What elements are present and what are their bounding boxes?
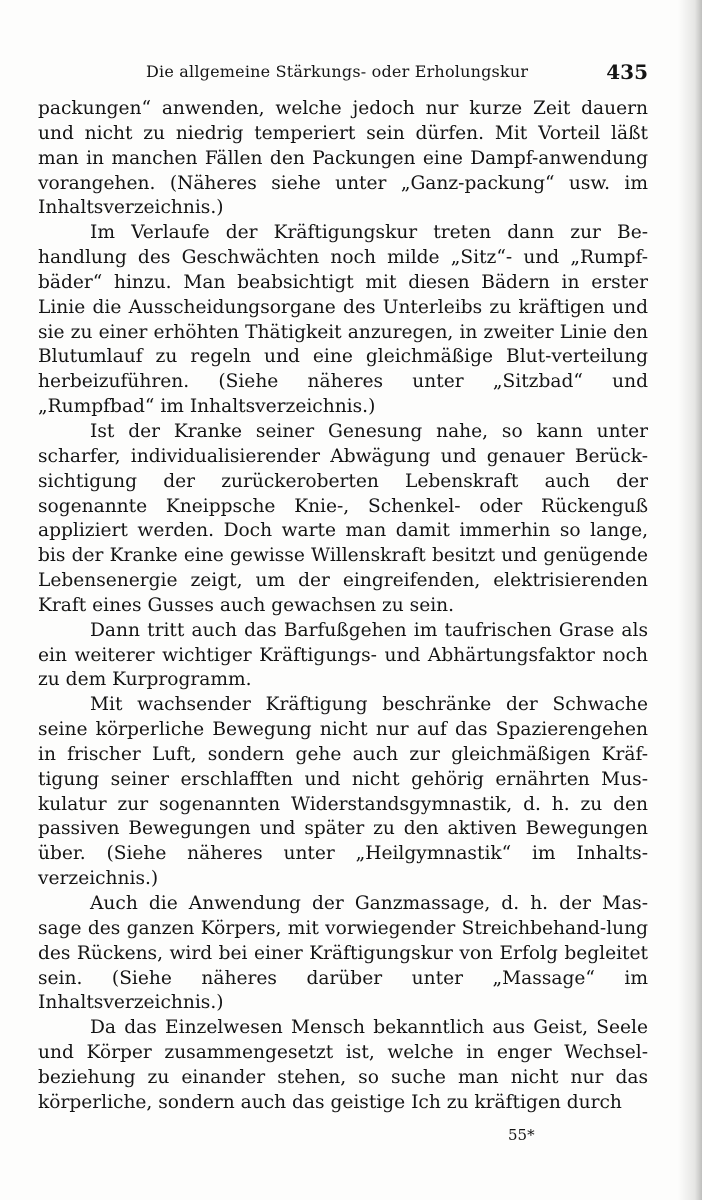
page-edge-shadow — [678, 0, 702, 1200]
paragraph: Im Verlaufe der Kräftigungskur treten dann zur Be-handlung des Geschwächten noch milde „Sitz“- und „Rumpf-bäder“ hinzu. Man beabsichtigt mit diesen Bädern in erster Linie die Ausscheidungsorgane des Unterleibs zu kräftigen und sie zu einer erhöhten Thätigkeit anzuregen, in zweiter Linie den Blutumlauf zu regeln und eine gleichmäßige Blut-verteilung herbeizuführen. (Siehe näheres unter „Sitzbad“ und „Rumpfbad“ im Inhaltsverzeichnis.) — [38, 222, 648, 418]
paragraph: Mit wachsender Kräftigung beschränke der Schwache seine körperliche Bewegung nicht nur auf das Spazierengehen in frischer Luft, sondern gehe auch zur gleichmäßigen Kräf-tigung seiner erschlafften und nicht gehörig ernährten Mus-kulatur zur sogenannten Widerstandsgymnastik, d. h. zu den passiven Bewegungen und später zu den aktiven Bewegungen über. (Siehe näheres unter „Heilgymnastik“ im Inhalts-verzeichnis.) — [38, 694, 648, 890]
page-header — [38, 62, 648, 88]
paragraph: packungen“ anwenden, welche jedoch nur kurze Zeit dauern und nicht zu niedrig temperiert sein dürfen. Mit Vorteil läßt man in manchen Fällen den Packungen eine Dampf-anwendung vorangehen. (Näheres siehe unter „Ganz-packung“ usw. im Inhaltsverzeichnis.) — [38, 98, 648, 219]
paragraph: Dann tritt auch das Barfußgehen im taufrischen Grase als ein weiterer wichtiger Kräftigungs- und Abhärtungsfaktor noch zu dem Kurprogramm. — [38, 619, 648, 691]
page-number: 435 — [606, 60, 648, 84]
body-text — [38, 97, 648, 1116]
running-head: Die allgemeine Stärkungs- oder Erholungskur — [146, 62, 529, 81]
paragraph: Da das Einzelwesen Mensch bekanntlich aus Geist, Seele und Körper zusammengesetzt ist, welche in enger Wechsel-beziehung zu einander stehen, so suche man nicht nur das körperliche, sondern auch das geistige Ich zu kräftigen durch — [38, 1017, 648, 1113]
signature-mark: 55* — [508, 1126, 535, 1144]
paragraph: Auch die Anwendung der Ganzmassage, d. h. der Mas-sage des ganzen Körpers, mit vorwiegender Streichbehand-lung des Rückens, wird bei einer Kräftigungskur von Erfolg begleitet sein. (Siehe näheres darüber unter „Massage“ im Inhaltsverzeichnis.) — [38, 893, 648, 1014]
paragraph: Ist der Kranke seiner Genesung nahe, so kann unter scharfer, individualisierender Abwägung und genauer Berück-sichtigung der zurückeroberten Lebenskraft auch der sogenannte Kneippsche Knie-, Schenkel- oder Rückenguß appliziert werden. Doch warte man damit immerhin so lange, bis der Kranke eine gewisse Willenskraft besitzt und genügende Lebensenergie zeigt, um der eingreifenden, elektrisierenden Kraft eines Gusses auch gewachsen zu sein. — [38, 420, 648, 616]
